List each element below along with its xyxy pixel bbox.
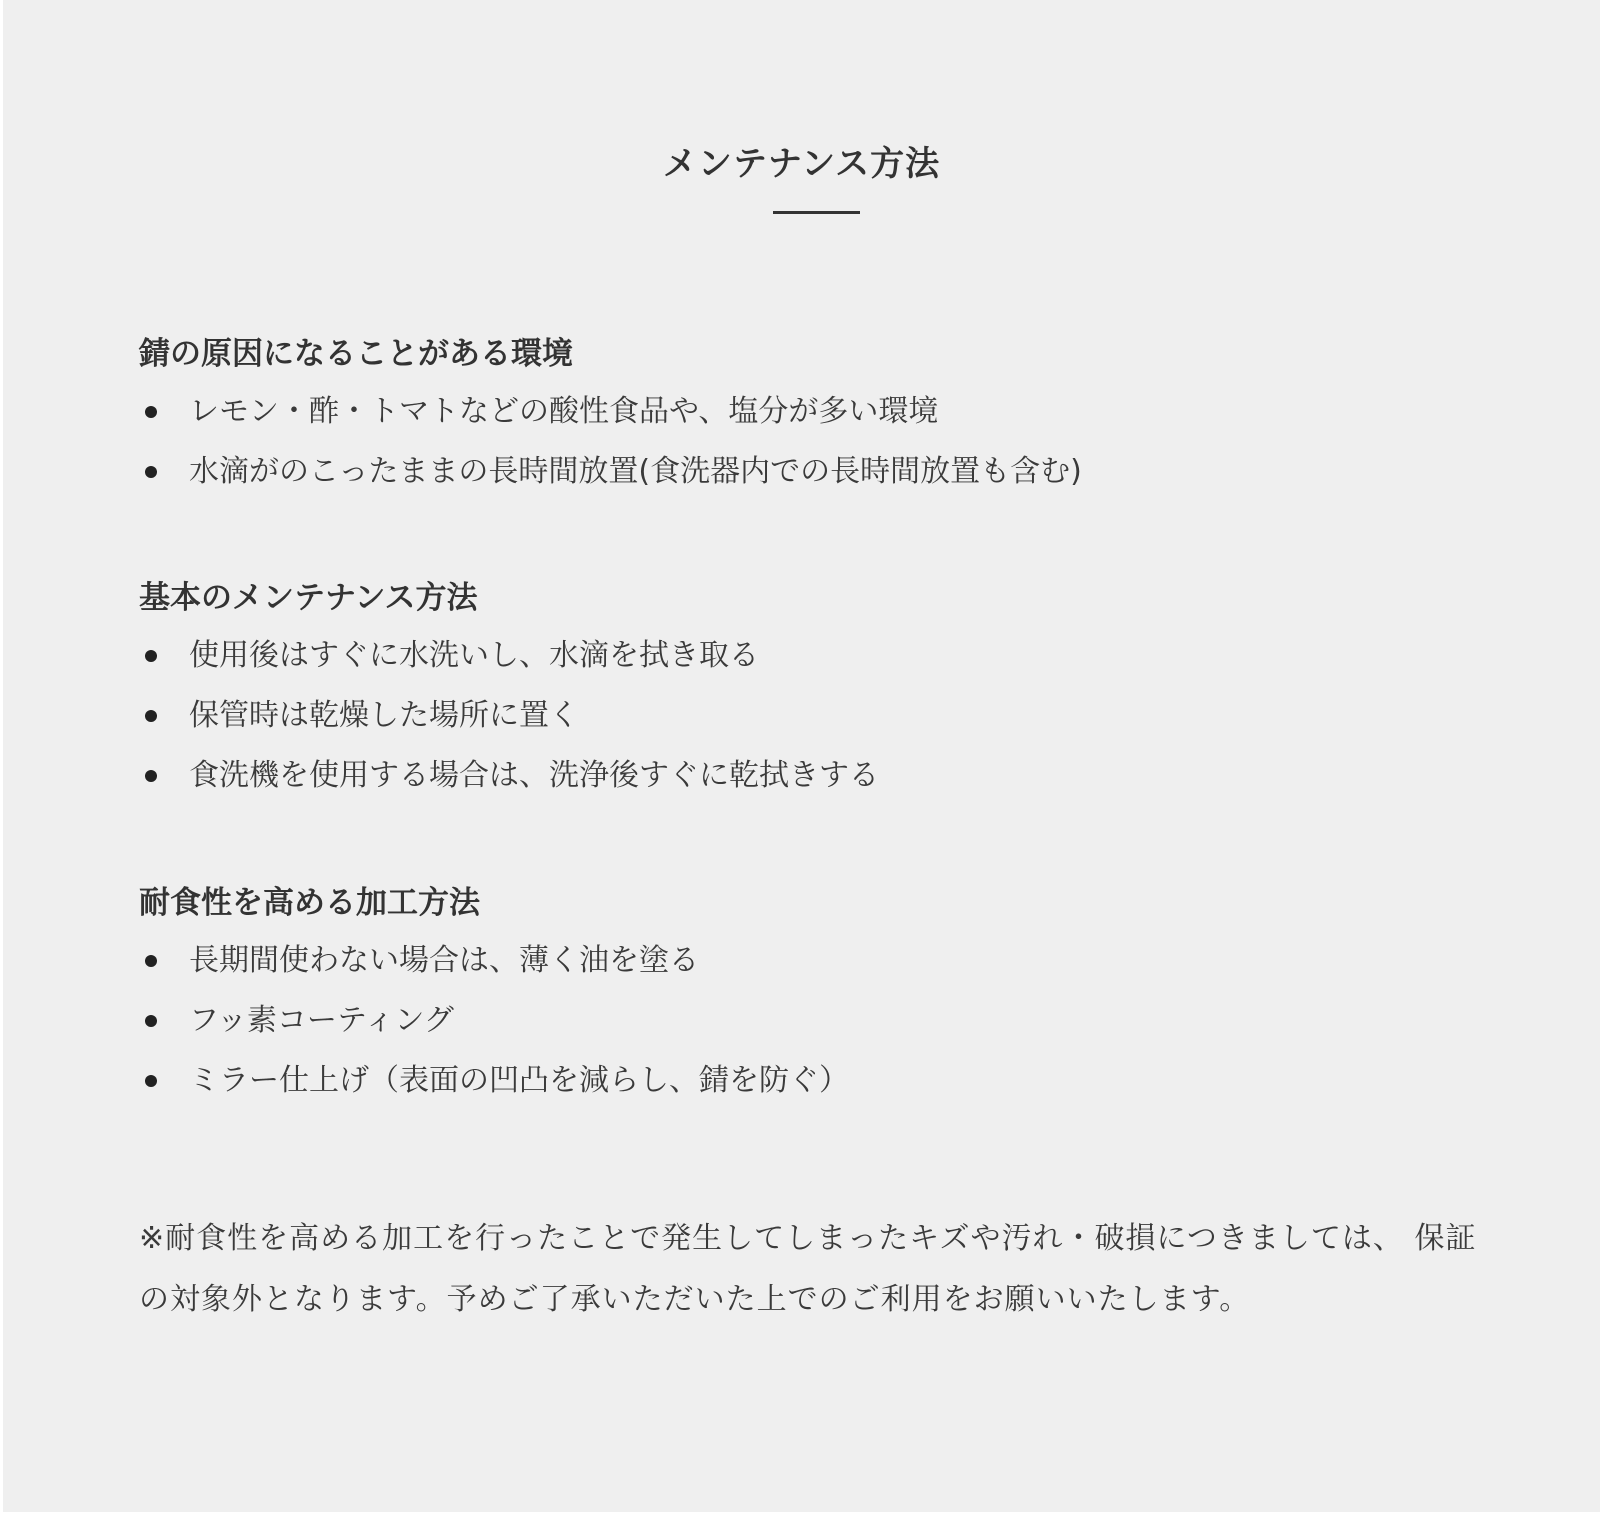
title-underline: [773, 211, 860, 214]
section-rust-causes: [139, 334, 1500, 512]
list-item-text: レモン・酢・トマトなどの酸性食品や、塩分が多い環境: [189, 394, 939, 429]
section-corrosion-resistance: [139, 883, 1500, 1121]
list-item-text: ミラー仕上げ（表面の凹凸を減らし、錆を防ぐ）: [189, 1063, 849, 1098]
bullet-icon: [145, 650, 157, 662]
list-item: [139, 392, 1500, 432]
list-item-text: 水滴がのこったままの長時間放置(食洗器内での長時間放置も含む): [189, 454, 1082, 489]
bullet-list: [139, 392, 1500, 492]
list-item: [139, 756, 1500, 796]
maintenance-panel: [3, 0, 1600, 1512]
list-item: [139, 696, 1500, 736]
list-item: [139, 636, 1500, 676]
section-heading: 基本のメンテナンス方法: [139, 580, 478, 616]
list-item-text: 保管時は乾燥した場所に置く: [189, 698, 579, 733]
list-item: [139, 1061, 1500, 1101]
bullet-icon: [145, 1075, 157, 1087]
list-item: [139, 941, 1500, 981]
bullet-icon: [145, 466, 157, 478]
section-heading: 耐食性を高める加工方法: [139, 885, 480, 921]
section-basic-maintenance: [139, 578, 1500, 816]
warranty-note: ※耐食性を高める加工を行ったことで発生してしまったキズや汚れ・破損につきましては、 保証の対象外となります。予めご了承いただいた上でのご利用をお願いいたします。: [139, 1221, 1477, 1317]
bullet-list: [139, 636, 1500, 796]
page-title: メンテナンス方法: [662, 144, 941, 184]
list-item: [139, 452, 1500, 492]
list-item: [139, 1001, 1500, 1041]
list-item-text: フッ素コーティング: [189, 1003, 454, 1038]
list-item-text: 使用後はすぐに水洗いし、水滴を拭き取る: [189, 638, 759, 673]
section-heading: 錆の原因になることがある環境: [139, 336, 573, 372]
bullet-icon: [145, 710, 157, 722]
list-item-text: 長期間使わない場合は、薄く油を塗る: [189, 943, 699, 978]
list-item-text: 食洗機を使用する場合は、洗浄後すぐに乾拭きする: [189, 758, 879, 793]
bullet-icon: [145, 770, 157, 782]
bullet-list: [139, 941, 1500, 1101]
bullet-icon: [145, 1015, 157, 1027]
bullet-icon: [145, 406, 157, 418]
bullet-icon: [145, 955, 157, 967]
